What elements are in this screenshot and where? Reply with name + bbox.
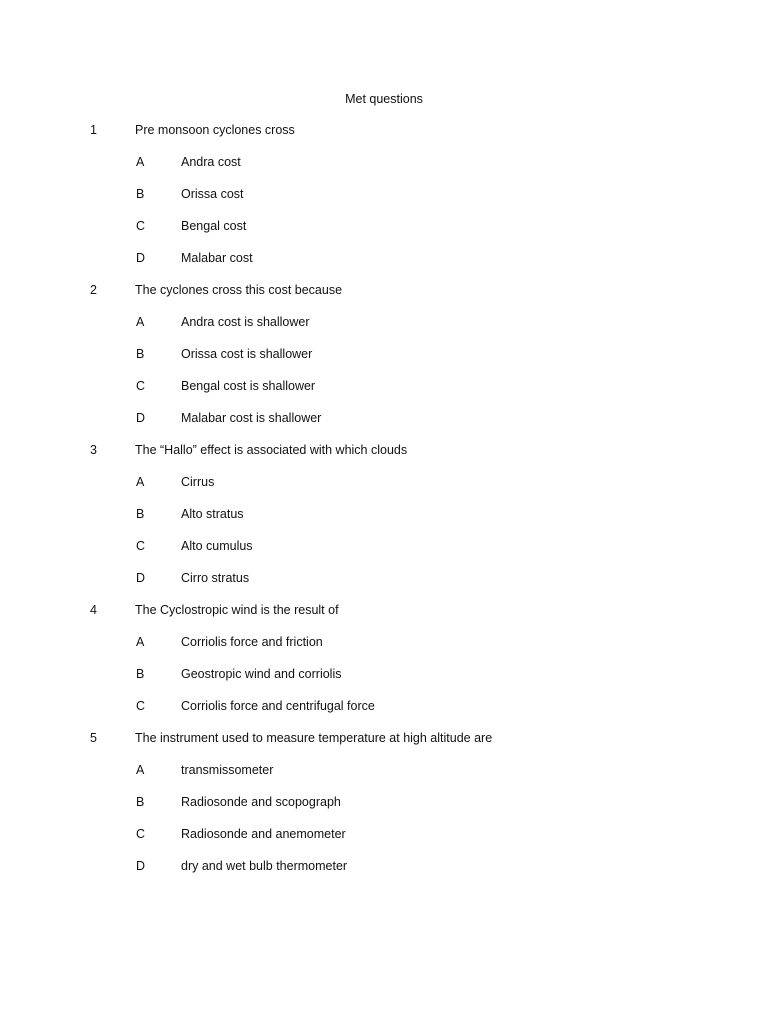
option-text: Malabar cost is shallower <box>181 411 322 425</box>
option-row <box>0 824 768 844</box>
option-row <box>0 472 768 492</box>
option-text: Cirrus <box>181 475 215 489</box>
option-row <box>0 504 768 524</box>
question-text: The Cyclostropic wind is the result of <box>135 603 339 617</box>
option-letter: A <box>136 155 145 169</box>
option-letter: B <box>136 667 145 681</box>
question-number: 1 <box>90 123 97 137</box>
option-text: Andra cost <box>181 155 241 169</box>
option-row <box>0 248 768 268</box>
option-letter: D <box>136 251 146 265</box>
option-row <box>0 760 768 780</box>
option-letter: B <box>136 347 145 361</box>
option-text: Orissa cost <box>181 187 244 201</box>
question-text: The instrument used to measure temperature at high altitude are <box>135 731 493 745</box>
option-letter: D <box>136 859 146 873</box>
option-letter: B <box>136 187 145 201</box>
option-text: Corriolis force and centrifugal force <box>181 699 375 713</box>
option-text: Andra cost is shallower <box>181 315 310 329</box>
option-letter: C <box>136 539 146 553</box>
option-row <box>0 376 768 396</box>
option-letter: B <box>136 795 145 809</box>
question-text: The cyclones cross this cost because <box>135 283 343 297</box>
option-row <box>0 856 768 876</box>
option-row <box>0 664 768 684</box>
question-row <box>0 120 768 140</box>
option-text: Alto cumulus <box>181 539 253 553</box>
option-letter: A <box>136 763 145 777</box>
question-row <box>0 280 768 300</box>
option-text: Geostropic wind and corriolis <box>181 667 342 681</box>
option-text: Radiosonde and scopograph <box>181 795 341 809</box>
question-number: 3 <box>90 443 97 457</box>
question-number: 4 <box>90 603 97 617</box>
option-text: dry and wet bulb thermometer <box>181 859 348 873</box>
option-text: Malabar cost <box>181 251 253 265</box>
question-row <box>0 600 768 620</box>
option-letter: D <box>136 571 146 585</box>
option-letter: A <box>136 635 145 649</box>
option-row <box>0 696 768 716</box>
option-row <box>0 312 768 332</box>
option-letter: C <box>136 827 146 841</box>
option-text: Bengal cost is shallower <box>181 379 316 393</box>
option-row <box>0 792 768 812</box>
option-text: Alto stratus <box>181 507 244 521</box>
option-row <box>0 632 768 652</box>
option-row <box>0 568 768 588</box>
document-title: Met questions <box>345 92 423 106</box>
question-row <box>0 728 768 748</box>
option-text: transmissometer <box>181 763 274 777</box>
option-letter: D <box>136 411 146 425</box>
option-text: Radiosonde and anemometer <box>181 827 346 841</box>
option-row <box>0 408 768 428</box>
option-row <box>0 184 768 204</box>
option-row <box>0 216 768 236</box>
question-number: 5 <box>90 731 97 745</box>
option-text: Orissa cost is shallower <box>181 347 313 361</box>
question-text: Pre monsoon cyclones cross <box>135 123 295 137</box>
option-text: Bengal cost <box>181 219 247 233</box>
option-letter: B <box>136 507 145 521</box>
option-text: Cirro stratus <box>181 571 250 585</box>
option-row <box>0 152 768 172</box>
question-number: 2 <box>90 283 97 297</box>
question-text: The “Hallo” effect is associated with which clouds <box>135 443 408 457</box>
question-row <box>0 440 768 460</box>
option-letter: C <box>136 219 146 233</box>
option-row <box>0 344 768 364</box>
option-letter: A <box>136 315 145 329</box>
option-letter: C <box>136 379 146 393</box>
option-text: Corriolis force and friction <box>181 635 323 649</box>
option-letter: A <box>136 475 145 489</box>
option-letter: C <box>136 699 146 713</box>
option-row <box>0 536 768 556</box>
